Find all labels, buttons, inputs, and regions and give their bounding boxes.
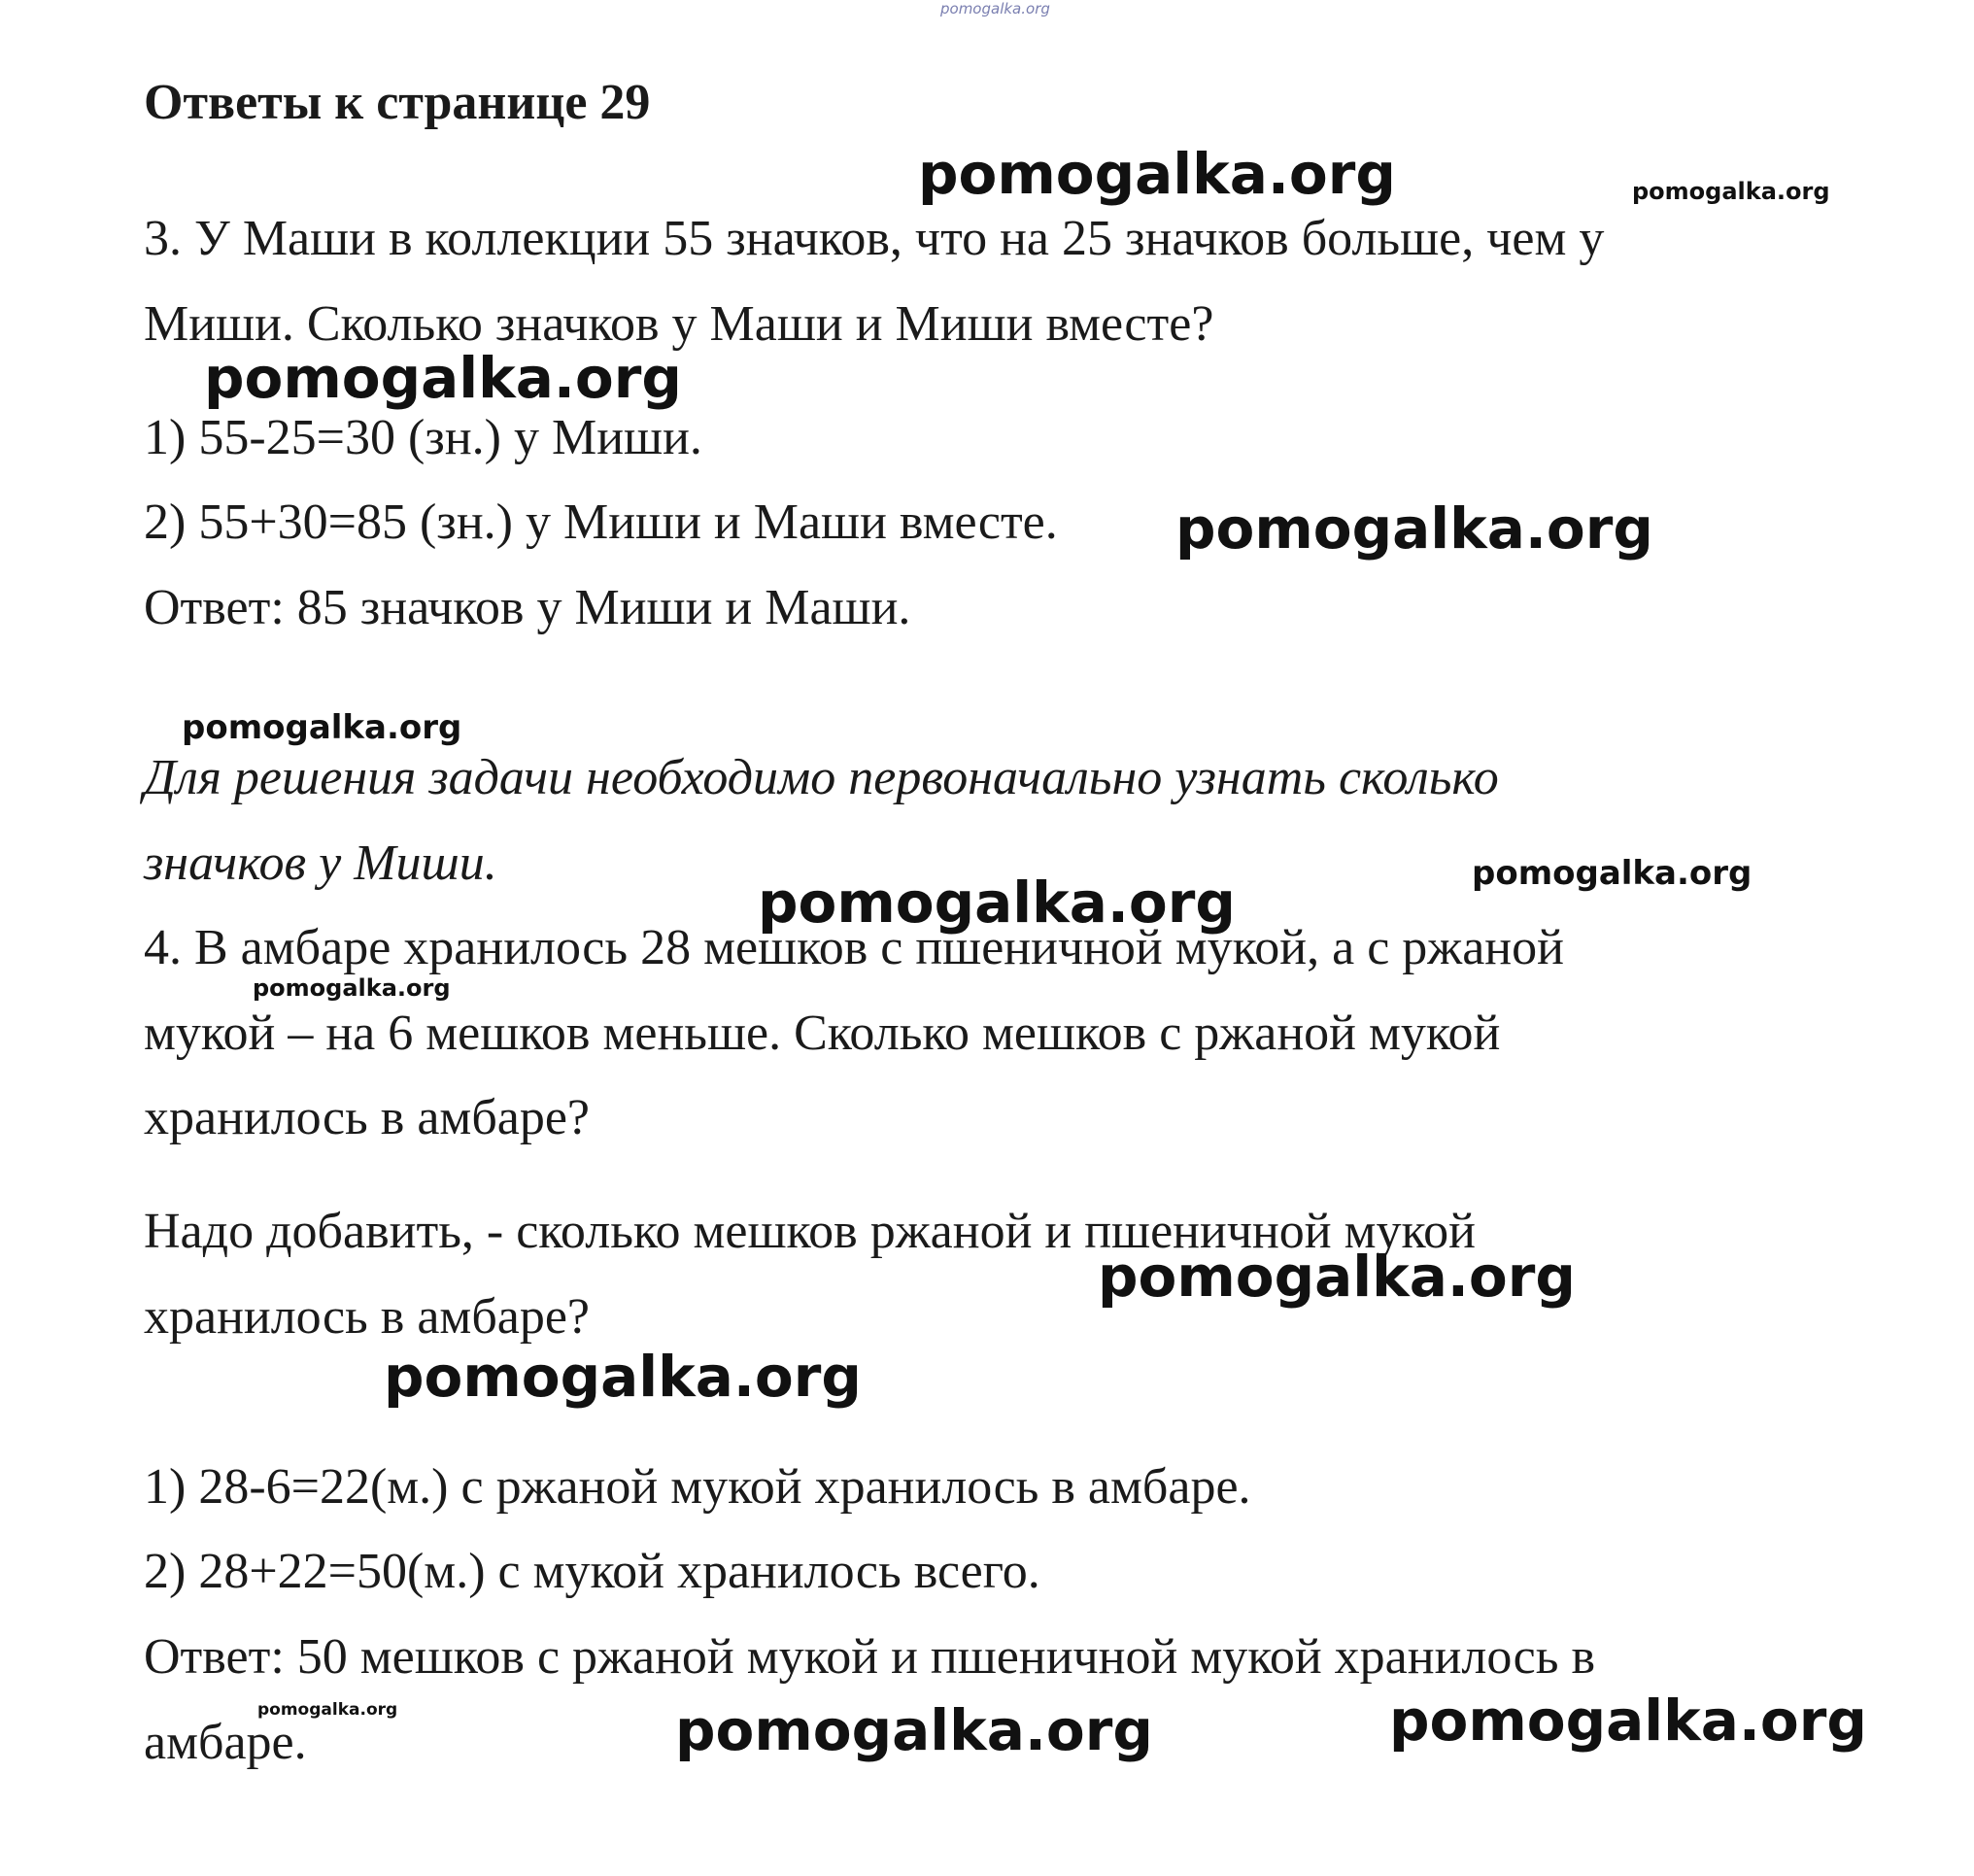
task4-step1: 1) 28-6=22(м.) с ржаной мукой хранилось в амбаре.: [144, 1459, 1251, 1515]
watermark: pomogalka.org: [758, 870, 1236, 936]
watermark: pomogalka.org: [384, 1344, 862, 1410]
watermark: pomogalka.org: [1632, 178, 1830, 205]
task4-question-line3: хранилось в амбаре?: [144, 1090, 591, 1145]
top-watermark: pomogalka.org: [940, 0, 1050, 17]
watermark: pomogalka.org: [1472, 854, 1753, 893]
task3-note-line2: значков у Миши.: [144, 836, 497, 891]
watermark: pomogalka.org: [1175, 495, 1653, 562]
task4-answer-line1: Ответ: 50 мешков с ржаной мукой и пшеничной мукой хранилось в: [144, 1629, 1596, 1685]
watermark: pomogalka.org: [204, 345, 682, 411]
task3-question-line1: 3. У Маши в коллекции 55 значков, что на 25 значков больше, чем у: [144, 211, 1605, 266]
task3-question-line2: Миши. Сколько значков у Маши и Миши вместе?: [144, 296, 1214, 352]
task3-step2: 2) 55+30=85 (зн.) у Миши и Маши вместе.: [144, 495, 1058, 550]
watermark: pomogalka.org: [1389, 1688, 1867, 1754]
page-title: Ответы к странице 29: [144, 75, 651, 130]
watermark: pomogalka.org: [182, 708, 462, 747]
task3-note-line1: Для решения задачи необходимо первоначально узнать сколько: [144, 750, 1499, 805]
task4-question-line1: 4. В амбаре хранилось 28 мешков с пшеничной мукой, а с ржаной: [144, 920, 1564, 975]
watermark: pomogalka.org: [918, 141, 1396, 207]
task4-step2: 2) 28+22=50(м.) с мукой хранилось всего.: [144, 1544, 1040, 1599]
task4-addition-line1: Надо добавить, - сколько мешков ржаной и пшеничной мукой: [144, 1204, 1476, 1259]
watermark: pomogalka.org: [675, 1697, 1153, 1763]
watermark: pomogalka.org: [253, 974, 451, 1002]
task4-question-line2: мукой – на 6 мешков меньше. Сколько мешков с ржаной мукой: [144, 1006, 1501, 1061]
task4-answer-line2: амбаре.: [144, 1715, 307, 1770]
watermark: pomogalka.org: [1098, 1244, 1576, 1310]
task3-answer: Ответ: 85 значков у Миши и Маши.: [144, 580, 911, 635]
task4-addition-line2: хранилось в амбаре?: [144, 1289, 591, 1345]
task3-step1: 1) 55-25=30 (зн.) у Миши.: [144, 410, 702, 465]
watermark: pomogalka.org: [257, 1700, 398, 1720]
